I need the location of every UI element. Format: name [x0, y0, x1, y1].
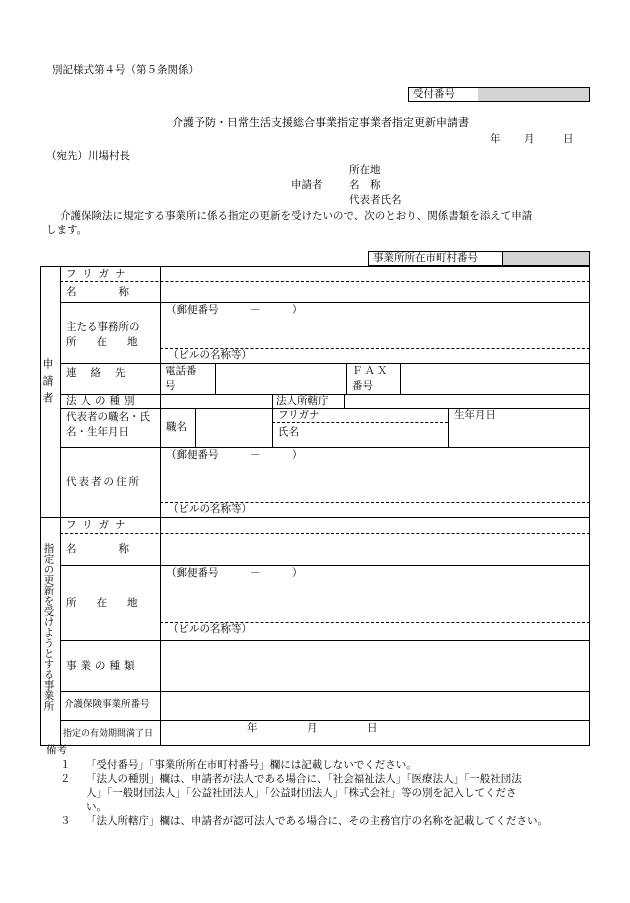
office-furigana-label: フリガナ [66, 519, 132, 531]
phone-field[interactable] [216, 364, 346, 394]
insurance-number-label: 介護保険事業所番号 [64, 699, 150, 710]
form-number: 別記様式第４号（第５条関係） [52, 64, 199, 76]
birth-date-label: 生年月日 [454, 409, 496, 421]
rep-address-postal: （郵便番号 － ） [166, 449, 303, 461]
notes-heading: 備考 [46, 744, 67, 756]
phone-label-2: 号 [165, 380, 176, 392]
phone-label-1: 電話番 [165, 365, 197, 377]
note-2-number: ２ [60, 773, 71, 785]
municipality-number-label: 事業所所在市町村番号 [373, 252, 478, 264]
expiry-day-label: 日 [367, 722, 378, 734]
business-type-label: 事業の種類 [66, 660, 139, 672]
applicant-name-field[interactable] [160, 282, 590, 302]
main-office-building: （ビルの名称等） [168, 349, 252, 361]
office-name-label: 名称 [66, 543, 171, 555]
intro-text-line1: 介護保険法に規定する事業所に係る指定の更新を受けたいので、次のとおり、関係書類を添えて申請 [60, 210, 533, 222]
intro-text-line2: します。 [46, 224, 88, 236]
note-2-line3: い。 [86, 801, 107, 813]
expiry-date-label: 指定の有効期間満了日 [63, 729, 154, 739]
expiry-month-label: 月 [307, 722, 318, 734]
corp-office-label: 法人所轄庁 [276, 395, 329, 407]
page-title: 介護予防・日常生活支援総合事業指定事業者指定更新申請書 [172, 116, 469, 129]
receipt-number-label: 受付番号 [413, 88, 455, 100]
applicant-rep-label: 代表者氏名 [349, 194, 402, 206]
addressee: （宛先）川場村長 [46, 150, 130, 162]
rep-info-label-1: 代表者の職名・氏 [66, 411, 150, 423]
applicant-section-label: 申請者 [41, 358, 54, 409]
applicant-label: 申請者 [291, 179, 323, 191]
office-location-label: 所在地 [66, 597, 158, 609]
applicant-location-label: 所在地 [349, 164, 381, 176]
receipt-number-field[interactable] [478, 87, 590, 102]
fax-label-2: 番号 [352, 380, 373, 392]
note-2-line2: 人」「一般財団法人」「公益社団法人」「公益財団法人」「株式会社」等の別を記入してくださ [86, 787, 517, 799]
contact-label: 連絡先 [66, 367, 140, 379]
date-year-label: 年 [490, 133, 501, 145]
rep-title-label: 職名 [166, 421, 187, 433]
note-1: 「受付番号」「事業所所在市町村番号」欄には記載しないでください。 [86, 759, 417, 771]
fax-label-1: ＦＡＸ [352, 365, 390, 377]
main-office-label-1: 主たる事務所の [66, 321, 140, 333]
rep-address-label: 代表者の住所 [66, 476, 141, 488]
main-office-label-2: 所在地 [66, 336, 158, 348]
applicant-name-label: 名称 [66, 286, 171, 298]
corp-type-label: 法人の種別 [66, 395, 139, 407]
office-name-field[interactable] [160, 534, 590, 565]
office-building: （ビルの名称等） [168, 623, 252, 635]
municipality-number-field[interactable] [502, 251, 590, 266]
office-section-label: 指定の更新を受けようとする事業所 [42, 543, 55, 711]
main-office-postal: （郵便番号 － ） [166, 304, 303, 316]
note-3: 「法人所轄庁」欄は、申請者が認可法人である場合に、その主務官庁の名称を記載してください。 [86, 815, 548, 827]
rep-address-building: （ビルの名称等） [168, 503, 252, 515]
insurance-number-field[interactable] [160, 692, 590, 720]
rep-name-label: 氏名 [278, 426, 299, 438]
expiry-year-label: 年 [247, 722, 258, 734]
applicant-name-label: 名 称 [349, 179, 381, 191]
business-type-field[interactable] [160, 641, 590, 691]
note-1-number: １ [60, 759, 71, 771]
date-month-label: 月 [524, 133, 535, 145]
office-postal: （郵便番号 － ） [166, 567, 303, 579]
applicant-furigana-label: フリガナ [66, 268, 132, 280]
rep-info-label-2: 名・生年月日 [66, 426, 129, 438]
rep-furigana-label: フリガナ [278, 409, 320, 421]
note-3-number: ３ [60, 815, 71, 827]
note-2-line1: 「法人の種別」欄は、申請者が法人である場合に、「社会福祉法人」「医療法人」「一般社団法 [86, 773, 522, 785]
date-day-label: 日 [563, 133, 574, 145]
